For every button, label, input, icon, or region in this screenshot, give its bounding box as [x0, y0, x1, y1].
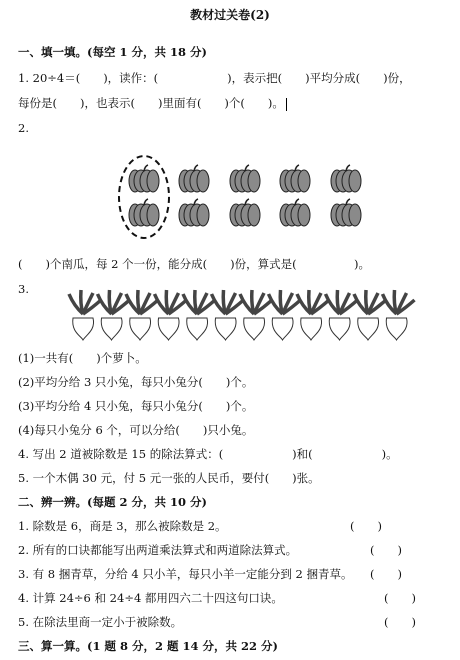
radish-icon [155, 290, 187, 340]
page-title: 教材过关卷(2) [190, 8, 270, 22]
q2-text: ( )个南瓜，每 2 个一份，能分成( )份，算式是( )。 [18, 257, 371, 271]
radish-icon [126, 290, 158, 340]
dashed-circle-group [119, 156, 169, 238]
judge-paren-3: ( ) [370, 567, 402, 581]
q4: 4. 写出 2 道被除数是 15 的除法算式：( )和( )。 [18, 447, 398, 461]
radish-icon [98, 290, 130, 340]
pumpkin-icon [129, 165, 159, 192]
section1-heading: 一、填一填。(每空 1 分，共 18 分) [18, 45, 207, 59]
pumpkin-icon [129, 199, 159, 226]
judge-item-3: 3. 有 8 捆青草，分给 4 只小羊，每只小羊一定能分到 2 捆青草。 [18, 567, 353, 581]
radish-icon [240, 290, 272, 340]
pumpkin-icon [280, 165, 310, 192]
judge-item-1: 1. 除数是 6，商是 3，那么被除数是 2。 [18, 519, 227, 533]
section2-heading: 二、辨一辨。(每题 2 分，共 10 分) [18, 495, 207, 509]
pumpkin-icon [230, 165, 260, 192]
radish-icon [183, 290, 215, 340]
pumpkin-icon [179, 165, 209, 192]
radish-icon [383, 290, 415, 340]
judge-paren-5: ( ) [384, 615, 416, 629]
q3-sub-3: (3)平均分给 4 只小兔，每只小兔分( )个。 [18, 399, 254, 413]
q5: 5. 一个木偶 30 元，付 5 元一张的人民币，要付( )张。 [18, 471, 320, 485]
pumpkin-icon [331, 165, 361, 192]
judge-paren-1: ( ) [350, 519, 382, 533]
judge-item-5: 5. 在除法里商一定小于被除数。 [18, 615, 183, 629]
q1-line2-text: 每份是( )，也表示( )里面有( )个( )。 [18, 96, 284, 110]
pumpkin-icon [179, 199, 209, 226]
judge-paren-4: ( ) [384, 591, 416, 605]
q3-sub-4: (4)每只小兔分 6 个，可以分给( )只小兔。 [18, 423, 254, 437]
q2-number: 2. [18, 121, 29, 135]
radish-icon [269, 290, 301, 340]
radish-icon [212, 290, 244, 340]
judge-item-4: 4. 计算 24÷6 和 24÷4 都用四六二十四这句口诀。 [18, 591, 283, 605]
radish-icon [297, 290, 329, 340]
pumpkin-icon [230, 199, 260, 226]
section3-heading: 三、算一算。(1 题 8 分，2 题 14 分，共 22 分) [18, 639, 278, 653]
radish-icon [326, 290, 358, 340]
judge-item-2: 2. 所有的口诀都能写出两道乘法算式和两道除法算式。 [18, 543, 298, 557]
q3-sub-1: (1)一共有( )个萝卜。 [18, 351, 147, 365]
pumpkin-icon [280, 199, 310, 226]
judge-paren-2: ( ) [370, 543, 402, 557]
q3-number: 3. [18, 282, 29, 296]
q1-line2 [18, 95, 287, 111]
text-cursor [286, 98, 287, 111]
radish-icon [354, 290, 386, 340]
pumpkin-icon [331, 199, 361, 226]
q3-sub-2: (2)平均分给 3 只小兔，每只小兔分( )个。 [18, 375, 254, 389]
q1-line1: 1. 20÷4＝( )，读作：( )，表示把( )平均分成( )份， [18, 71, 411, 85]
radish-icon [69, 290, 101, 340]
